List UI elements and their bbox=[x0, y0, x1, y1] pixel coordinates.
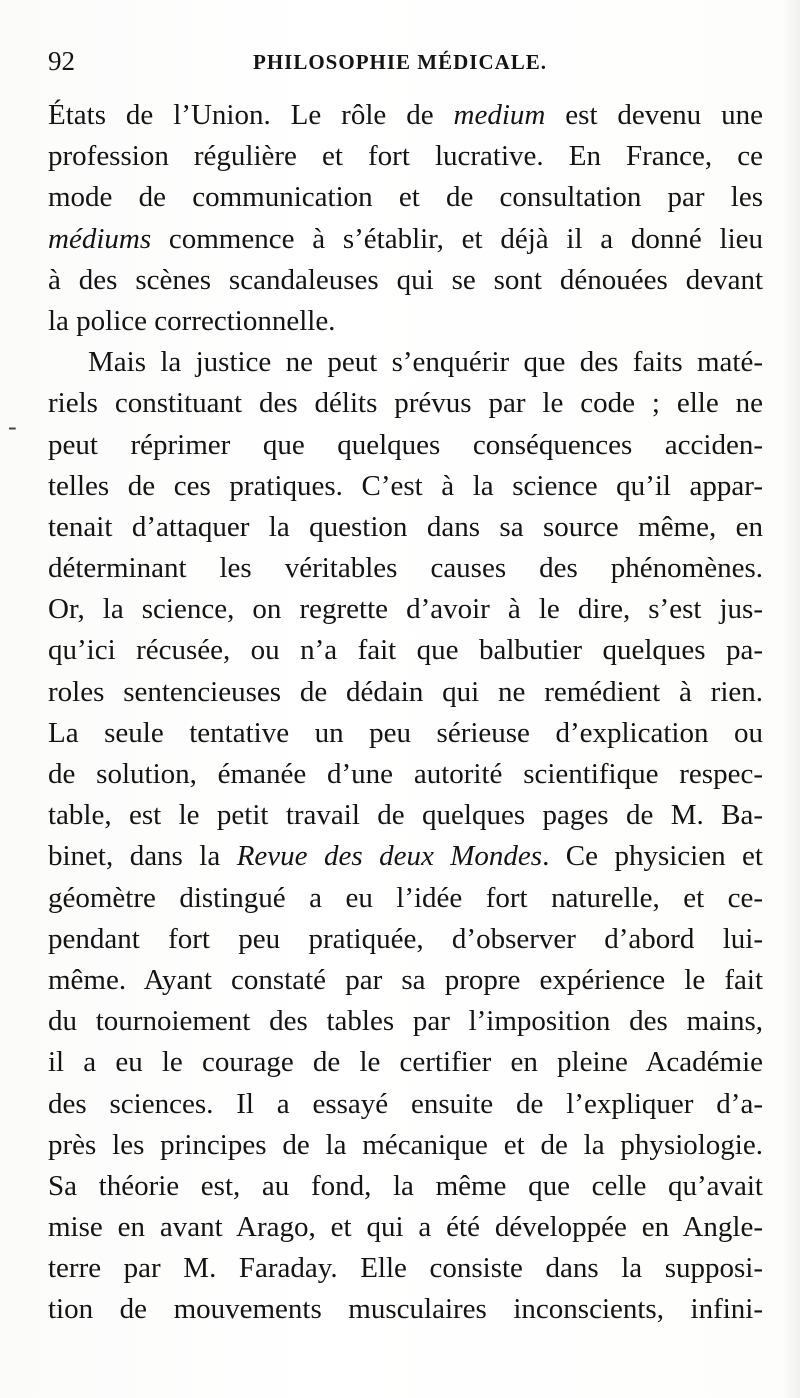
text-run: des sciences. Il a essayé ensuite de l’expliquer d’a- bbox=[48, 1087, 763, 1120]
text-run: du tournoiement des tables par l’imposition des mains, bbox=[48, 1005, 763, 1038]
page-number: 92 bbox=[48, 46, 75, 76]
text-run: tenait d’attaquer la question dans sa source même, en bbox=[48, 510, 763, 543]
text-run: terre par M. Faraday. Elle consiste dans la supposi- bbox=[48, 1252, 763, 1285]
body-text bbox=[48, 95, 763, 1331]
text-run: pendant fort peu pratiquée, d’observer d’abord lui- bbox=[48, 922, 763, 955]
text-run: riels constituant des délits prévus par le code ; elle ne bbox=[48, 387, 763, 420]
text-run: profession régulière et fort lucrative. En France, ce bbox=[48, 140, 763, 173]
italic-text: médiums bbox=[48, 222, 152, 255]
page-edge-shadow bbox=[782, 0, 800, 1398]
text-run: Or, la science, on regrette d’avoir à le dire, s’est jus- bbox=[48, 593, 763, 626]
text-line bbox=[48, 507, 763, 548]
text-line bbox=[48, 342, 763, 383]
text-run: . Ce physicien et bbox=[542, 840, 763, 873]
text-run: La seule tentative un peu sérieuse d’explication ou bbox=[48, 716, 763, 749]
margin-mark: - bbox=[8, 412, 17, 441]
text-run: commence à s’établir, et déjà il a donné lieu bbox=[151, 222, 763, 255]
text-line bbox=[48, 548, 763, 589]
text-line bbox=[48, 1042, 763, 1083]
text-run: à des scènes scandaleuses qui se sont dénouées devant bbox=[48, 263, 763, 296]
text-line bbox=[48, 1125, 763, 1166]
text-run: mode de communication et de consultation par les bbox=[48, 181, 763, 214]
text-line bbox=[48, 836, 763, 877]
text-run: États de l’Union. Le rôle de bbox=[48, 99, 454, 131]
text-line bbox=[48, 219, 763, 260]
text-line bbox=[48, 466, 763, 507]
text-line bbox=[48, 1289, 763, 1330]
text-line bbox=[48, 383, 763, 424]
text-run: Sa théorie est, au fond, la même que celle qu’avait bbox=[48, 1169, 763, 1202]
text-line bbox=[48, 754, 763, 795]
running-header bbox=[48, 44, 763, 78]
text-run: telles de ces pratiques. C’est à la science qu’il appar- bbox=[48, 469, 763, 502]
text-run: qu’ici récusée, ou n’a fait que balbutier quelques pa- bbox=[48, 634, 763, 667]
text-run: Mais la justice ne peut s’enquérir que des faits maté- bbox=[88, 346, 763, 379]
text-line bbox=[48, 1248, 763, 1289]
text-run: même. Ayant constaté par sa propre expérience le fait bbox=[48, 963, 763, 996]
text-line bbox=[48, 1207, 763, 1248]
text-run: déterminant les véritables causes des phénomènes. bbox=[48, 552, 763, 585]
text-line bbox=[48, 878, 763, 919]
text-line bbox=[48, 1166, 763, 1207]
text-line bbox=[48, 589, 763, 630]
text-run: mise en avant Arago, et qui a été développée en Angle- bbox=[48, 1211, 763, 1244]
text-line bbox=[48, 795, 763, 836]
text-line bbox=[48, 260, 763, 301]
text-line bbox=[48, 630, 763, 671]
running-title: PHILOSOPHIE MÉDICALE. bbox=[253, 50, 548, 74]
text-run: binet, dans la bbox=[48, 840, 237, 873]
text-line bbox=[48, 95, 763, 136]
text-run: tion de mouvements musculaires inconscients, infini- bbox=[48, 1293, 763, 1326]
text-run: peut réprimer que quelques conséquences acciden- bbox=[48, 428, 763, 461]
text-line bbox=[48, 177, 763, 218]
text-run: la police correctionnelle. bbox=[48, 304, 336, 337]
text-run: il a eu le courage de le certifier en pleine Académie bbox=[48, 1046, 763, 1079]
text-run: géomètre distingué a eu l’idée fort naturelle, et ce- bbox=[48, 881, 763, 914]
text-line bbox=[48, 672, 763, 713]
text-run: près les principes de la mécanique et de la physiologie. bbox=[48, 1128, 763, 1161]
text-line bbox=[48, 713, 763, 754]
text-run: roles sentencieuses de dédain qui ne remédient à rien. bbox=[48, 675, 763, 708]
text-line bbox=[48, 919, 763, 960]
text-line bbox=[48, 301, 763, 342]
italic-text: medium bbox=[453, 99, 546, 131]
text-run: table, est le petit travail de quelques pages de M. Ba- bbox=[48, 799, 763, 832]
text-line bbox=[48, 425, 763, 466]
text-run: de solution, émanée d’une autorité scientifique respec- bbox=[48, 758, 763, 790]
text-line bbox=[48, 1001, 763, 1042]
text-line bbox=[48, 960, 763, 1001]
text-line bbox=[48, 1084, 763, 1125]
italic-text: Revue des deux Mondes bbox=[236, 840, 543, 873]
text-line bbox=[48, 136, 763, 177]
text-run: est devenu une bbox=[545, 99, 763, 131]
